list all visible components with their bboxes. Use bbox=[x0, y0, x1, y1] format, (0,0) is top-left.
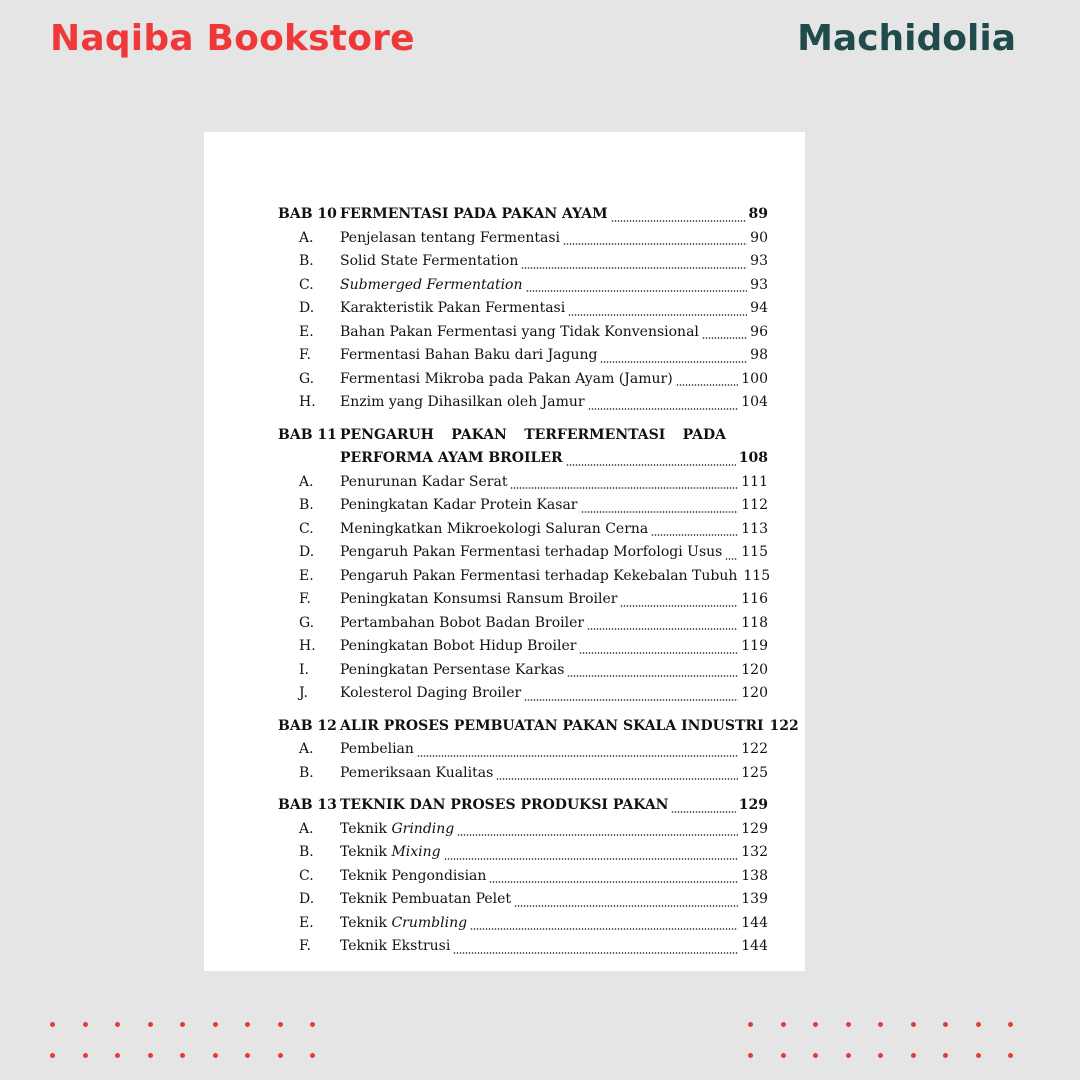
entry-title bbox=[340, 227, 560, 251]
entry-page-number: 144 bbox=[741, 914, 768, 931]
chapter-title-word: PADA bbox=[682, 426, 726, 443]
entry-title-text: Teknik Pembuatan Pelet bbox=[340, 891, 512, 907]
entry-title-text: Fermentasi Bahan Baku dari Jagung bbox=[340, 347, 598, 363]
entry-title-text: Pengaruh Pakan Fermentasi terhadap Morfologi Usus bbox=[340, 544, 723, 560]
entry-letter: B. bbox=[299, 497, 314, 513]
entry-letter: C. bbox=[299, 276, 314, 293]
entry-page-number: 100 bbox=[741, 370, 768, 387]
chapter-page-number: 89 bbox=[748, 206, 768, 222]
entry-title bbox=[340, 888, 511, 912]
entry-letter: E. bbox=[299, 914, 314, 931]
decorative-dot bbox=[310, 1053, 315, 1058]
dot-leader bbox=[526, 290, 748, 292]
chapter-title-line1 bbox=[340, 424, 768, 448]
dot-leader bbox=[587, 628, 738, 630]
dot-leader bbox=[671, 811, 735, 813]
dot-leader bbox=[496, 778, 738, 780]
toc-entry bbox=[278, 518, 768, 542]
entry-page-number: 93 bbox=[750, 276, 768, 293]
decorative-dot bbox=[213, 1022, 218, 1027]
toc-entry bbox=[278, 818, 768, 842]
chapter-label: BAB 10 bbox=[278, 206, 337, 222]
publisher-brand: Machidolia bbox=[797, 18, 1016, 59]
decorative-dots-right bbox=[748, 1022, 1041, 1058]
table-of-contents bbox=[278, 203, 799, 959]
dot-leader bbox=[470, 928, 738, 930]
entry-title-text: Teknik Pengondisian bbox=[340, 867, 487, 884]
entry-title-text: Karakteristik Pakan Fermentasi bbox=[340, 300, 566, 316]
decorative-dot bbox=[50, 1053, 55, 1058]
toc-entry bbox=[278, 391, 768, 415]
entry-title-text: Solid State Fermentation bbox=[340, 253, 519, 269]
entry-title-text: Peningkatan Bobot Hidup Broiler bbox=[340, 638, 577, 654]
toc-entry bbox=[278, 344, 768, 368]
entry-page-number: 113 bbox=[741, 520, 768, 537]
decorative-dot bbox=[781, 1053, 786, 1058]
toc-entry bbox=[278, 912, 768, 936]
chapter-title: FERMENTASI PADA PAKAN AYAM bbox=[340, 206, 608, 222]
decorative-dot bbox=[180, 1022, 185, 1027]
chapter-heading-continued bbox=[278, 447, 768, 471]
bookstore-brand: Naqiba Bookstore bbox=[50, 18, 415, 59]
decorative-dot bbox=[148, 1022, 153, 1027]
decorative-dot bbox=[813, 1022, 818, 1027]
entry-page-number: 118 bbox=[741, 614, 768, 631]
decorative-dot bbox=[878, 1053, 883, 1058]
entry-letter: D. bbox=[299, 300, 315, 316]
entry-letter: B. bbox=[299, 844, 314, 860]
chapter-page-number: 122 bbox=[769, 717, 799, 734]
entry-letter: A. bbox=[299, 473, 314, 490]
decorative-dot bbox=[911, 1022, 916, 1027]
entry-page-number: 90 bbox=[750, 229, 768, 246]
toc-entry bbox=[278, 738, 768, 762]
chapter-label: BAB 13 bbox=[278, 797, 337, 813]
entry-title bbox=[340, 565, 737, 589]
entry-title-text: Enzim yang Dihasilkan oleh Jamur bbox=[340, 394, 585, 410]
decorative-dot bbox=[278, 1053, 283, 1058]
dot-leader bbox=[524, 699, 738, 701]
entry-letter: A. bbox=[299, 741, 314, 757]
toc-entry bbox=[278, 865, 768, 889]
toc-entry bbox=[278, 250, 768, 274]
decorative-dot bbox=[976, 1022, 981, 1027]
toc-entry bbox=[278, 494, 768, 518]
entry-title bbox=[340, 391, 585, 415]
entry-title bbox=[340, 612, 584, 636]
chapter-page-number: 129 bbox=[738, 797, 768, 813]
entry-page-number: 116 bbox=[741, 591, 768, 607]
decorative-dot bbox=[213, 1053, 218, 1058]
decorative-dot bbox=[846, 1022, 851, 1027]
entry-title-text: Teknik Ekstrusi bbox=[340, 938, 451, 954]
dot-leader bbox=[725, 558, 738, 560]
toc-entry bbox=[278, 471, 768, 495]
toc-entry bbox=[278, 321, 768, 345]
decorative-dot bbox=[180, 1053, 185, 1058]
decorative-dot bbox=[748, 1022, 753, 1027]
dot-leader bbox=[514, 905, 738, 907]
entry-title-prefix: Teknik bbox=[340, 914, 392, 931]
decorative-dot bbox=[943, 1022, 948, 1027]
decorative-dot bbox=[83, 1022, 88, 1027]
decorative-dot bbox=[278, 1022, 283, 1027]
entry-title-italic: Grinding bbox=[391, 820, 455, 837]
entry-letter: J. bbox=[299, 685, 308, 701]
toc-entry bbox=[278, 565, 771, 589]
entry-title bbox=[340, 471, 507, 495]
entry-title-text: Pertambahan Bobot Badan Broiler bbox=[340, 614, 585, 631]
entry-letter: D. bbox=[299, 891, 315, 907]
entry-title-text: Peningkatan Konsumsi Ransum Broiler bbox=[340, 591, 618, 607]
entry-title-italic: Mixing bbox=[391, 844, 441, 860]
dot-leader bbox=[444, 858, 739, 860]
entry-title-text: Bahan Pakan Fermentasi yang Tidak Konvensional bbox=[340, 323, 699, 340]
entry-title bbox=[340, 344, 597, 368]
toc-entry bbox=[278, 612, 768, 636]
entry-title bbox=[340, 494, 578, 518]
dot-leader bbox=[581, 511, 739, 513]
entry-title bbox=[340, 588, 617, 612]
entry-page-number: 139 bbox=[741, 891, 768, 907]
dot-leader bbox=[651, 534, 738, 536]
entry-page-number: 125 bbox=[741, 764, 768, 781]
entry-page-number: 132 bbox=[741, 844, 768, 860]
dot-leader bbox=[489, 881, 738, 883]
entry-title-text: Pembelian bbox=[340, 741, 414, 757]
entry-letter: G. bbox=[299, 614, 315, 631]
entry-title-prefix: Teknik bbox=[340, 820, 392, 837]
entry-title bbox=[340, 659, 564, 683]
entry-title bbox=[340, 682, 521, 706]
dot-leader bbox=[702, 337, 747, 339]
entry-letter: H. bbox=[299, 394, 316, 410]
decorative-dot bbox=[115, 1022, 120, 1027]
entry-title-italic: Crumbling bbox=[391, 914, 468, 931]
decorative-dot bbox=[813, 1053, 818, 1058]
toc-entry bbox=[278, 227, 768, 251]
decorative-dot bbox=[50, 1022, 55, 1027]
entry-title bbox=[340, 762, 493, 786]
book-page bbox=[204, 132, 805, 971]
decorative-dot bbox=[310, 1022, 315, 1027]
toc-entry bbox=[278, 274, 768, 298]
entry-title bbox=[340, 738, 414, 762]
entry-page-number: 120 bbox=[741, 685, 768, 701]
entry-page-number: 122 bbox=[741, 741, 768, 757]
entry-title bbox=[340, 274, 523, 298]
entry-title-text: Penurunan Kadar Serat bbox=[340, 473, 508, 490]
entry-letter: B. bbox=[299, 253, 314, 269]
decorative-dot bbox=[1008, 1022, 1013, 1027]
entry-title-text: Submerged Fermentation bbox=[340, 276, 523, 293]
dot-leader bbox=[521, 267, 747, 269]
chapter-label: BAB 12 bbox=[278, 717, 337, 734]
dot-leader bbox=[579, 652, 738, 654]
decorative-dot bbox=[748, 1053, 753, 1058]
entry-title bbox=[340, 865, 486, 889]
entry-page-number: 138 bbox=[741, 867, 768, 884]
dot-leader bbox=[566, 464, 736, 466]
entry-title-text: Fermentasi Mikroba pada Pakan Ayam (Jamur) bbox=[340, 370, 673, 387]
entry-title-prefix: Teknik bbox=[340, 844, 392, 860]
entry-letter: E. bbox=[299, 567, 314, 584]
decorative-dot bbox=[976, 1053, 981, 1058]
chapter-heading bbox=[278, 794, 768, 818]
entry-page-number: 119 bbox=[741, 638, 768, 654]
chapter-heading bbox=[278, 424, 768, 448]
toc-entry bbox=[278, 841, 768, 865]
toc-entry bbox=[278, 368, 768, 392]
entry-page-number: 115 bbox=[741, 544, 768, 560]
entry-page-number: 104 bbox=[741, 394, 768, 410]
decorative-dot bbox=[83, 1053, 88, 1058]
chapter-page-number: 108 bbox=[738, 450, 768, 466]
dot-leader bbox=[588, 408, 739, 410]
chapter-title-word: PAKAN bbox=[451, 426, 507, 443]
entry-letter: A. bbox=[299, 820, 314, 837]
entry-letter: C. bbox=[299, 520, 314, 537]
entry-title bbox=[340, 841, 441, 865]
dot-leader bbox=[567, 675, 738, 677]
decorative-dot bbox=[878, 1022, 883, 1027]
entry-page-number: 115 bbox=[743, 567, 771, 584]
toc-entry bbox=[278, 635, 768, 659]
entry-letter: I. bbox=[299, 661, 309, 678]
dot-leader bbox=[568, 314, 747, 316]
toc-entry bbox=[278, 659, 768, 683]
entry-title bbox=[340, 368, 673, 392]
entry-title bbox=[340, 635, 576, 659]
toc-entry bbox=[278, 762, 768, 786]
entry-title bbox=[340, 912, 467, 936]
chapter-title-word: TERFERMENTASI bbox=[524, 426, 666, 443]
toc-entry bbox=[278, 935, 768, 959]
decorative-dot bbox=[846, 1053, 851, 1058]
entry-letter: G. bbox=[299, 370, 315, 387]
dot-leader bbox=[417, 755, 738, 757]
chapter-label: BAB 11 bbox=[278, 426, 337, 443]
toc-entry bbox=[278, 588, 768, 612]
entry-title-text: Pengaruh Pakan Fermentasi terhadap Kekebalan Tubuh bbox=[340, 567, 738, 584]
dot-leader bbox=[676, 384, 739, 386]
entry-letter: B. bbox=[299, 764, 314, 781]
entry-title bbox=[340, 518, 648, 542]
decorative-dot bbox=[781, 1022, 786, 1027]
entry-title bbox=[340, 297, 565, 321]
decorative-dot bbox=[115, 1053, 120, 1058]
chapter-title-word: PENGARUH bbox=[340, 426, 434, 443]
entry-page-number: 93 bbox=[750, 253, 768, 269]
entry-page-number: 94 bbox=[750, 300, 768, 316]
entry-letter: H. bbox=[299, 638, 316, 654]
decorative-dot bbox=[1008, 1053, 1013, 1058]
entry-title bbox=[340, 935, 450, 959]
toc-entry bbox=[278, 682, 768, 706]
entry-title bbox=[340, 818, 454, 842]
decorative-dot bbox=[148, 1053, 153, 1058]
entry-letter: C. bbox=[299, 867, 314, 884]
entry-page-number: 120 bbox=[741, 661, 768, 678]
chapter-title: TEKNIK DAN PROSES PRODUKSI PAKAN bbox=[340, 797, 669, 813]
dot-leader bbox=[600, 361, 747, 363]
entry-title-text: Kolesterol Daging Broiler bbox=[340, 685, 522, 701]
dot-leader bbox=[620, 605, 738, 607]
decorative-dot bbox=[245, 1053, 250, 1058]
entry-letter: F. bbox=[299, 938, 311, 954]
chapter-title: ALIR PROSES PEMBUATAN PAKAN SKALA INDUSTRI bbox=[340, 717, 764, 734]
decorative-dots-left bbox=[50, 1022, 343, 1058]
entry-page-number: 111 bbox=[741, 473, 768, 490]
entry-title-text: Penjelasan tentang Fermentasi bbox=[340, 229, 561, 246]
decorative-dot bbox=[943, 1053, 948, 1058]
entry-page-number: 144 bbox=[741, 938, 768, 954]
entry-letter: F. bbox=[299, 591, 311, 607]
chapter-heading bbox=[278, 203, 768, 227]
entry-page-number: 98 bbox=[750, 347, 768, 363]
entry-page-number: 96 bbox=[750, 323, 768, 340]
entry-letter: F. bbox=[299, 347, 311, 363]
entry-title-text: Peningkatan Persentase Karkas bbox=[340, 661, 565, 678]
entry-title-text: Pemeriksaan Kualitas bbox=[340, 764, 494, 781]
entry-title bbox=[340, 321, 699, 345]
dot-leader bbox=[457, 834, 738, 836]
entry-title-text: Peningkatan Kadar Protein Kasar bbox=[340, 497, 578, 513]
chapter-heading bbox=[278, 715, 799, 739]
entry-title bbox=[340, 250, 518, 274]
entry-title bbox=[340, 541, 722, 565]
dot-leader bbox=[453, 952, 738, 954]
dot-leader bbox=[563, 243, 747, 245]
entry-page-number: 112 bbox=[741, 497, 768, 513]
toc-entry bbox=[278, 541, 768, 565]
dot-leader bbox=[510, 487, 738, 489]
entry-letter: E. bbox=[299, 323, 314, 340]
entry-page-number: 129 bbox=[741, 820, 768, 837]
decorative-dot bbox=[911, 1053, 916, 1058]
dot-leader bbox=[611, 220, 746, 222]
entry-letter: A. bbox=[299, 229, 314, 246]
entry-title-text: Meningkatkan Mikroekologi Saluran Cerna bbox=[340, 520, 649, 537]
toc-entry bbox=[278, 888, 768, 912]
toc-entry bbox=[278, 297, 768, 321]
decorative-dot bbox=[245, 1022, 250, 1027]
entry-letter: D. bbox=[299, 544, 315, 560]
chapter-title-line2: PERFORMA AYAM BROILER bbox=[340, 450, 563, 466]
